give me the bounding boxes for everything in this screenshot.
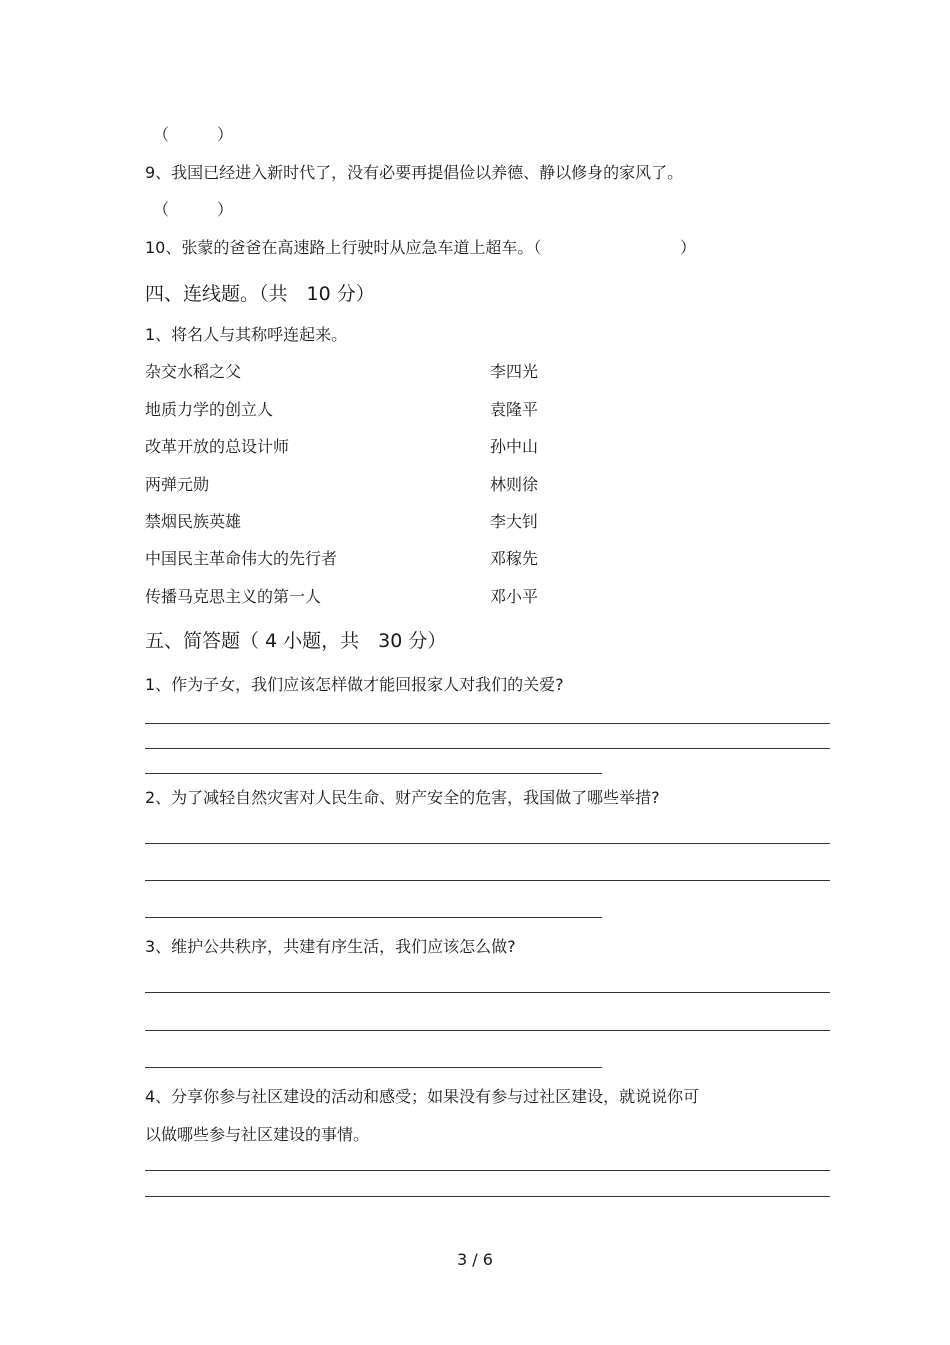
- matching-title-6: 中国民主革命伟大的先行者: [145, 549, 338, 568]
- answer-line: [145, 723, 830, 724]
- answer-paren-q8: （ ）: [153, 125, 234, 144]
- answer-line: [145, 843, 830, 844]
- answer-line: [145, 1067, 602, 1068]
- short-answer-question-4-line-1: 4、分享你参与社区建设的活动和感受；如果没有参与过社区建设，就说说你可: [145, 1087, 700, 1106]
- short-answer-question-2: 2、为了减轻自然灾害对人民生命、财产安全的危害，我国做了哪些举措?: [145, 788, 660, 807]
- matching-name-3: 孙中山: [490, 437, 539, 456]
- page-number: 3 / 6: [457, 1250, 493, 1269]
- matching-name-4: 林则徐: [490, 475, 539, 494]
- answer-line: [145, 1170, 830, 1171]
- question-10: 10、张蒙的爸爸在高速路上行驶时从应急车道上超车。（: [145, 238, 542, 257]
- matching-name-6: 邓稼先: [490, 549, 539, 568]
- matching-name-5: 李大钊: [490, 512, 539, 531]
- answer-line: [145, 880, 830, 881]
- short-answer-question-4-line-2: 以做哪些参与社区建设的事情。: [145, 1125, 370, 1144]
- short-answer-question-3: 3、维护公共秩序，共建有序生活，我们应该怎么做?: [145, 937, 516, 956]
- answer-line: [145, 1030, 830, 1031]
- matching-name-1: 李四光: [490, 362, 539, 381]
- answer-paren-q10-close: ）: [680, 238, 697, 257]
- section-4-heading: 四、连线题。（共 10 分）: [145, 283, 375, 305]
- matching-instruction: 1、将名人与其称呼连起来。: [145, 325, 348, 344]
- matching-title-5: 禁烟民族英雄: [145, 512, 242, 531]
- matching-title-7: 传播马克思主义的第一人: [145, 587, 322, 606]
- section-5-heading: 五、简答题（ 4 小题，共 30 分）: [145, 630, 447, 652]
- answer-line: [145, 1196, 830, 1197]
- question-9: 9、我国已经进入新时代了，没有必要再提倡俭以养德、静以修身的家风了。: [145, 163, 684, 182]
- matching-title-3: 改革开放的总设计师: [145, 437, 290, 456]
- answer-paren-q9: （ ）: [153, 200, 234, 219]
- matching-name-7: 邓小平: [490, 587, 539, 606]
- answer-line: [145, 917, 602, 918]
- matching-title-2: 地质力学的创立人: [145, 400, 274, 419]
- answer-line: [145, 773, 602, 774]
- matching-name-2: 袁隆平: [490, 400, 539, 419]
- answer-line: [145, 992, 830, 993]
- short-answer-question-1: 1、作为子女，我们应该怎样做才能回报家人对我们的关爱?: [145, 675, 564, 694]
- matching-title-1: 杂交水稻之父: [145, 362, 242, 381]
- answer-line: [145, 748, 830, 749]
- matching-title-4: 两弹元勋: [145, 475, 210, 494]
